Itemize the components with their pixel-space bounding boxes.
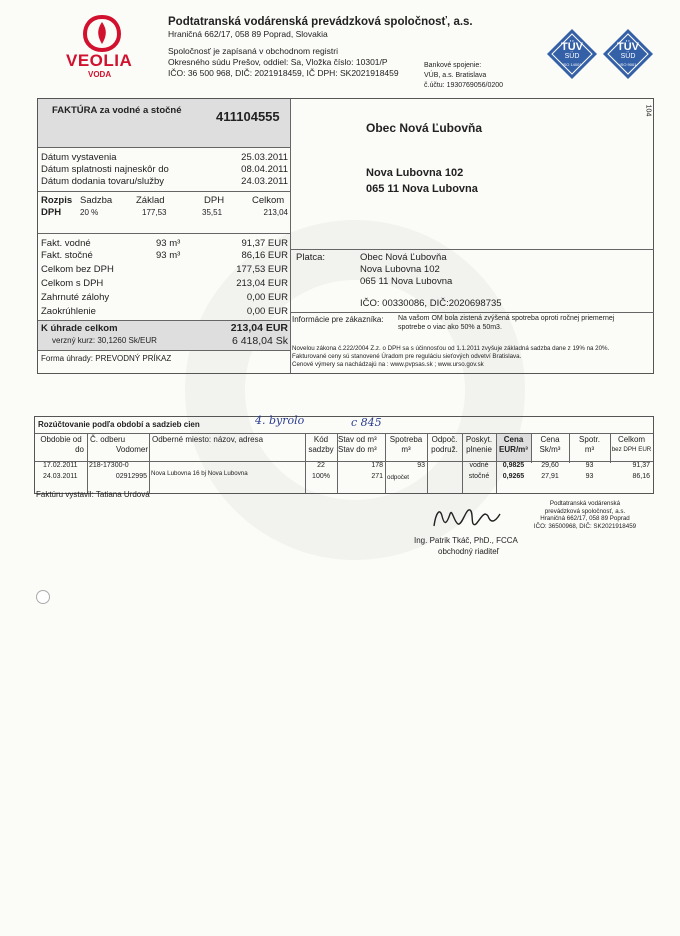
item-label: Fakt. stočné bbox=[41, 250, 93, 261]
date-label: Dátum dodania tovaru/služby bbox=[41, 176, 165, 187]
header-stav: Stav od m³ Stav do m³ bbox=[338, 435, 377, 454]
handwritten-note: c 845 bbox=[351, 416, 382, 429]
handwritten-note: 4. byrolo bbox=[255, 414, 305, 427]
item-label: Fakt. vodné bbox=[41, 238, 91, 249]
header-spotr: Spotr. m³ bbox=[579, 435, 600, 454]
item-label: Zahrnuté zálohy bbox=[41, 292, 110, 303]
billing-table bbox=[34, 416, 654, 494]
recipient-name: Obec Nová Ľubovňa bbox=[366, 121, 483, 135]
to-pay-eur: 213,04 EUR bbox=[230, 322, 288, 334]
legal-line: Novelou zákona č.222/2004 Z.z. o DPH sa s účinnosťou od 1.1.2011 zvyšuje základná sadzba dane z 19% na 20%. bbox=[292, 345, 610, 352]
header-cena-sk: Cena Sk/m³ bbox=[539, 435, 561, 454]
item-amount: 86,16 EUR bbox=[241, 250, 288, 261]
company-name: Podtatranská vodárenská prevádzková spoločnosť, a.s. bbox=[168, 16, 473, 28]
info-line: Na vašom OM bola zistená zvýšená spotreba oproti ročnej priemernej bbox=[398, 315, 615, 322]
row-to: 24.03.2011 bbox=[43, 473, 78, 480]
invoice-number: 411104555 bbox=[216, 109, 280, 124]
row-plnenie: stočné bbox=[468, 473, 490, 480]
vat-base: 177,53 bbox=[142, 208, 167, 217]
payment-form: Forma úhrady: PREVODNÝ PRÍKAZ bbox=[41, 354, 172, 363]
header-miesto: Odberné miesto: názov, adresa bbox=[152, 435, 264, 444]
item-label: Celkom bez DPH bbox=[41, 264, 114, 275]
header-cena-eur: Cena EUR/m³ bbox=[499, 435, 528, 454]
row-stav-do: 271 bbox=[371, 473, 383, 480]
registry-line: IČO: 36 500 968, DIČ: 2021918459, IČ DPH: SK2021918459 bbox=[168, 68, 399, 78]
to-pay-label: K úhrade celkom bbox=[41, 323, 118, 334]
vat-header-sadzba: Sadzba bbox=[80, 195, 113, 206]
row-kod2: 100% bbox=[312, 473, 330, 480]
row-celkom: 91,37 bbox=[632, 462, 650, 469]
header-spotreba: Spotreba m³ bbox=[389, 435, 423, 454]
row-plnenie: vodné bbox=[469, 462, 489, 469]
date-value: 24.03.2011 bbox=[241, 176, 288, 187]
signature-mark bbox=[430, 502, 510, 534]
row-spotreba: 93 bbox=[417, 462, 425, 469]
item-amount: 177,53 EUR bbox=[236, 264, 288, 275]
logo-text: VEOLIA bbox=[66, 51, 133, 70]
vat-tax: 35,51 bbox=[202, 208, 223, 217]
payer-name: Obec Nová Ľubovňa bbox=[360, 252, 447, 263]
row-from: 17.02.2011 bbox=[43, 462, 78, 469]
to-pay-sk: 6 418,04 Sk bbox=[231, 335, 288, 347]
vat-label: DPH bbox=[41, 207, 62, 218]
row-spotr: 93 bbox=[585, 473, 594, 480]
vat-header-zaklad: Základ bbox=[136, 195, 165, 206]
item-label: Celkom s DPH bbox=[41, 278, 104, 289]
item-amount: 91,37 EUR bbox=[241, 238, 288, 249]
vat-total: 213,04 bbox=[263, 208, 288, 217]
company-address: Hraničná 662/17, 058 89 Poprad, Slovakia bbox=[168, 29, 328, 39]
date-label: Dátum splatnosti najneskôr do bbox=[41, 164, 169, 175]
bank-info: Bankové spojenie: VÚB, a.s. Bratislava č.účtu: 1930769056/0200 bbox=[424, 62, 504, 89]
row-cena-sk: 27,91 bbox=[541, 473, 559, 480]
registry-line: Spoločnosť je zapísaná v obchodnom registri bbox=[168, 46, 338, 56]
info-line: spotrebe o viac ako 50% a 50m3. bbox=[398, 324, 502, 331]
invoice-title: FAKTÚRA za vodné a stočné bbox=[52, 105, 182, 116]
row-odpocet: odpočet bbox=[387, 474, 410, 481]
row-spotr: 93 bbox=[585, 462, 594, 469]
row-stav-od: 178 bbox=[371, 462, 383, 469]
item-qty: 93 m³ bbox=[156, 238, 181, 249]
company-stamp: Podtatranská vodárenská prevádzková spoločnosť, a.s. Hraničná 662/17, 058 89 Poprad IČO: 36500968, DIČ: SK2021918459 bbox=[533, 500, 637, 530]
row-miesto: Nova Lubovna 16 bj Nova Lubovna bbox=[151, 470, 248, 477]
item-label: Zaokrúhlenie bbox=[41, 306, 96, 317]
date-value: 08.04.2011 bbox=[241, 164, 288, 175]
row-celkom: 86,16 bbox=[632, 473, 650, 480]
item-amount: 0,00 EUR bbox=[246, 306, 288, 317]
legal-line: Fakturované ceny sú stanovené Úradom pre reguláciu sieťových odvetví Bratislava. bbox=[292, 353, 522, 360]
issued-by: Faktúru vystavil: Tatiana Urdová bbox=[36, 490, 150, 499]
header-obdobie: Obdobie od do bbox=[40, 435, 84, 454]
vat-header-celkom: Celkom bbox=[252, 195, 285, 206]
item-amount: 213,04 EUR bbox=[236, 278, 288, 289]
info-label: Informácie pre zákazníka: bbox=[292, 315, 384, 324]
punch-hole bbox=[36, 590, 50, 604]
header-celkom: Celkom bez DPH EUR bbox=[611, 435, 652, 453]
tuv-badge-icon: TÜV SÜD ISO 9001 bbox=[602, 28, 654, 85]
conversion-rate: verzný kurz: 30,1260 Sk/EUR bbox=[52, 336, 157, 345]
invoice-box bbox=[37, 98, 654, 374]
row-kod: 22 bbox=[317, 462, 325, 469]
signatory-name: Ing. Patrik Tkáč, PhD., FCCA bbox=[414, 536, 518, 545]
vat-header-rozpis: Rozpis bbox=[41, 195, 73, 206]
payer-city: 065 11 Nova Lubovna bbox=[360, 276, 453, 287]
row-cena-eur: 0,9265 bbox=[502, 473, 525, 480]
header-plnenie: Poskyt. plnenie bbox=[465, 435, 493, 454]
item-amount: 0,00 EUR bbox=[246, 292, 288, 303]
date-value: 25.03.2011 bbox=[241, 152, 288, 163]
header-odpocet: Odpoč. podruž. bbox=[431, 435, 458, 454]
row-odber: 218-17300-0 bbox=[89, 462, 129, 469]
header-cislo: Č. odberu Vodomer bbox=[90, 435, 148, 454]
registry-line: Okresného súdu Prešov, oddiel: Sa, Vložka číslo: 10301/P bbox=[168, 57, 388, 67]
date-label: Dátum vystavenia bbox=[41, 152, 117, 163]
row-cena-sk: 29,60 bbox=[541, 462, 559, 469]
legal-line: Cenové výmery sa nachádzajú na : www.pvpsas.sk ; www.urso.gov.sk bbox=[292, 361, 484, 368]
row-cena-eur: 0,9825 bbox=[502, 462, 525, 469]
veolia-logo-icon bbox=[82, 14, 122, 52]
billing-title: Rozúčtovanie podľa období a sadzieb cien bbox=[38, 420, 200, 429]
tuv-badge-icon: TÜV SÜD ISO 14001 bbox=[546, 28, 598, 85]
logo-sub: VODA bbox=[88, 70, 112, 79]
header-kod: Kód sadzby bbox=[308, 435, 334, 454]
signatory-role: obchodný riaditeľ bbox=[438, 547, 500, 556]
vat-header-dph: DPH bbox=[204, 195, 225, 206]
side-code: 104 bbox=[644, 104, 652, 117]
payer-street: Nova Lubovna 102 bbox=[360, 264, 440, 275]
payer-ids: IČO: 00330086, DIČ:2020698735 bbox=[360, 298, 502, 309]
payer-label: Platca: bbox=[296, 252, 326, 263]
row-vodomer: 02912995 bbox=[115, 473, 147, 480]
recipient-city: 065 11 Nova Lubovna bbox=[366, 183, 478, 195]
recipient-street: Nova Lubovna 102 bbox=[366, 167, 464, 179]
vat-rate: 20 % bbox=[80, 208, 99, 217]
item-qty: 93 m³ bbox=[156, 250, 181, 261]
